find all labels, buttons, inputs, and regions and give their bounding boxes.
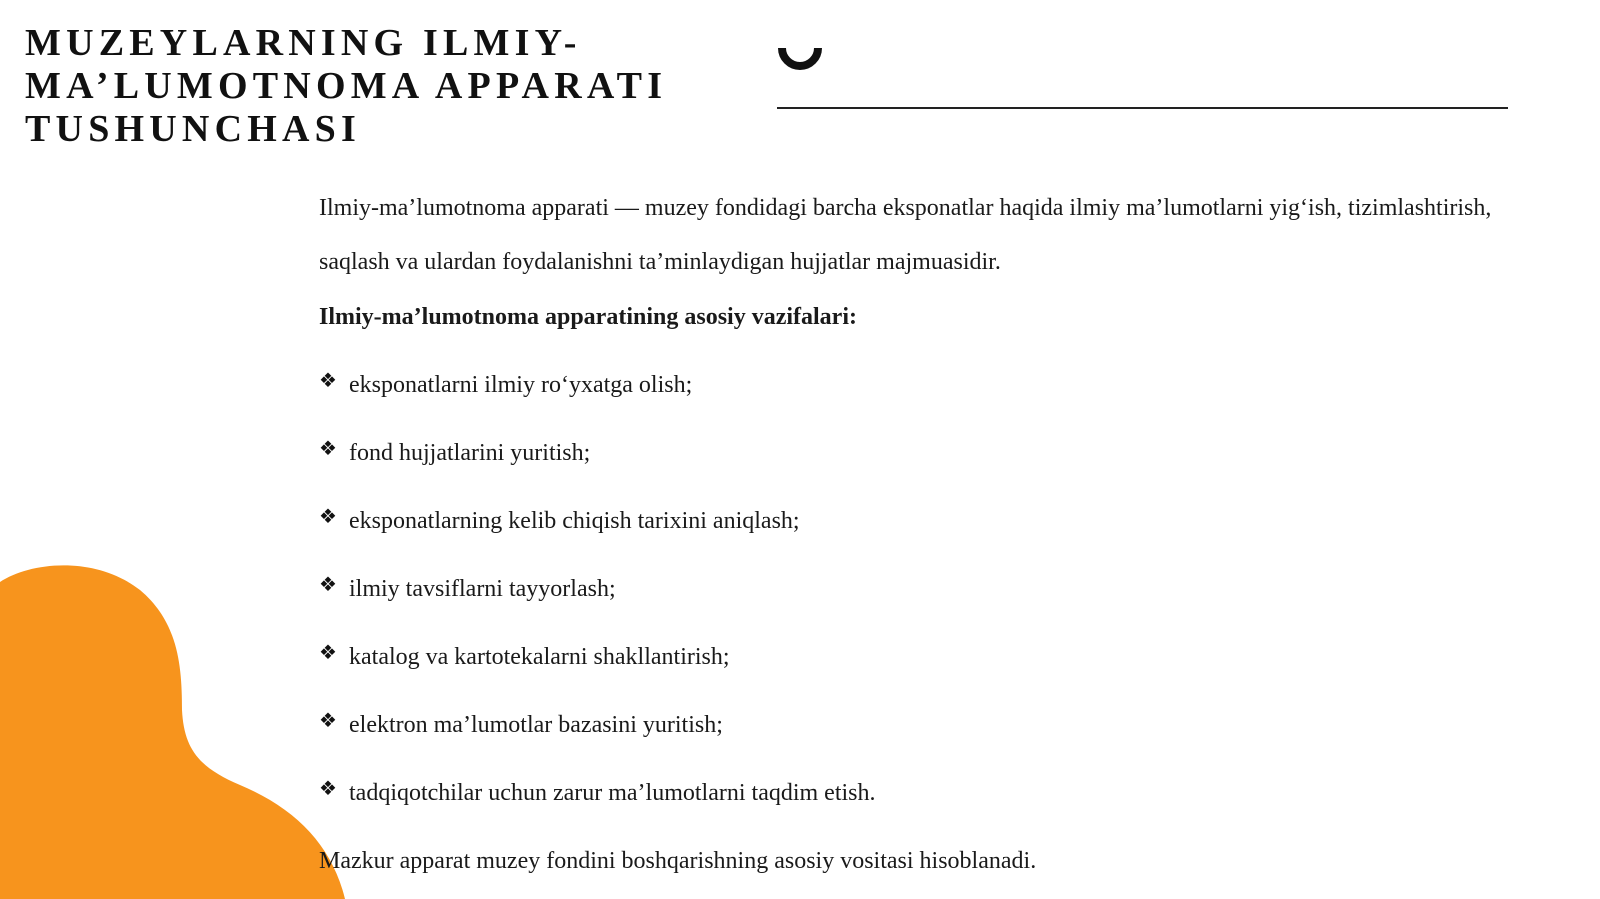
orange-blob-decoration	[0, 560, 360, 899]
tasks-heading: Ilmiy-ma’lumotnoma apparatining asosiy vazifalari:	[319, 304, 857, 330]
title-line-2: MA’LUMOTNOMA APPARATI	[25, 65, 668, 107]
task-item-5	[319, 642, 1519, 672]
task-item-3	[319, 506, 1519, 536]
title-line-1: MUZEYLARNING ILMIY-	[25, 22, 582, 64]
task-text: katalog va kartotekalarni shakllantirish;	[349, 644, 730, 670]
task-text: tadqiqotchilar uchun zarur ma’lumotlarni taqdim etish.	[349, 780, 876, 806]
four-diamond-bullet-icon: ❖	[319, 504, 337, 528]
task-item-7	[319, 778, 1519, 808]
tasks-list	[319, 370, 1519, 808]
title-divider	[777, 107, 1508, 109]
task-text: ilmiy tavsiflarni tayyorlash;	[349, 576, 616, 602]
four-diamond-bullet-icon: ❖	[319, 436, 337, 460]
task-text: eksponatlarning kelib chiqish tarixini aniqlash;	[349, 508, 800, 534]
task-item-1	[319, 370, 1519, 400]
four-diamond-bullet-icon: ❖	[319, 368, 337, 392]
slide-body	[319, 181, 1519, 876]
half-circle-arc-icon	[776, 40, 824, 72]
task-text: eksponatlarni ilmiy ro‘yxatga olish;	[349, 372, 693, 398]
slide-title	[25, 22, 745, 151]
task-item-6	[319, 710, 1519, 740]
four-diamond-bullet-icon: ❖	[319, 572, 337, 596]
task-item-4	[319, 574, 1519, 604]
title-line-3: TUSHUNCHASI	[25, 108, 361, 150]
task-item-2	[319, 438, 1519, 468]
four-diamond-bullet-icon: ❖	[319, 640, 337, 664]
task-text: elektron ma’lumotlar bazasini yuritish;	[349, 712, 723, 738]
four-diamond-bullet-icon: ❖	[319, 708, 337, 732]
arc-stroke	[782, 48, 818, 66]
task-text: fond hujjatlarini yuritish;	[349, 440, 591, 466]
intro-paragraph: Ilmiy-ma’lumotnoma apparati — muzey fondidagi barcha eksponatlar haqida ilmiy ma’lumotlarni yig‘ish, tizimlashtirish, saqlash va ulardan foydalanishni ta’minlaydigan hujjatlar majmuasidir.	[319, 195, 1492, 275]
four-diamond-bullet-icon: ❖	[319, 776, 337, 800]
blob-shape	[0, 565, 345, 899]
conclusion-paragraph: Mazkur apparat muzey fondini boshqarishning asosiy vositasi hisoblanadi.	[319, 848, 1037, 874]
